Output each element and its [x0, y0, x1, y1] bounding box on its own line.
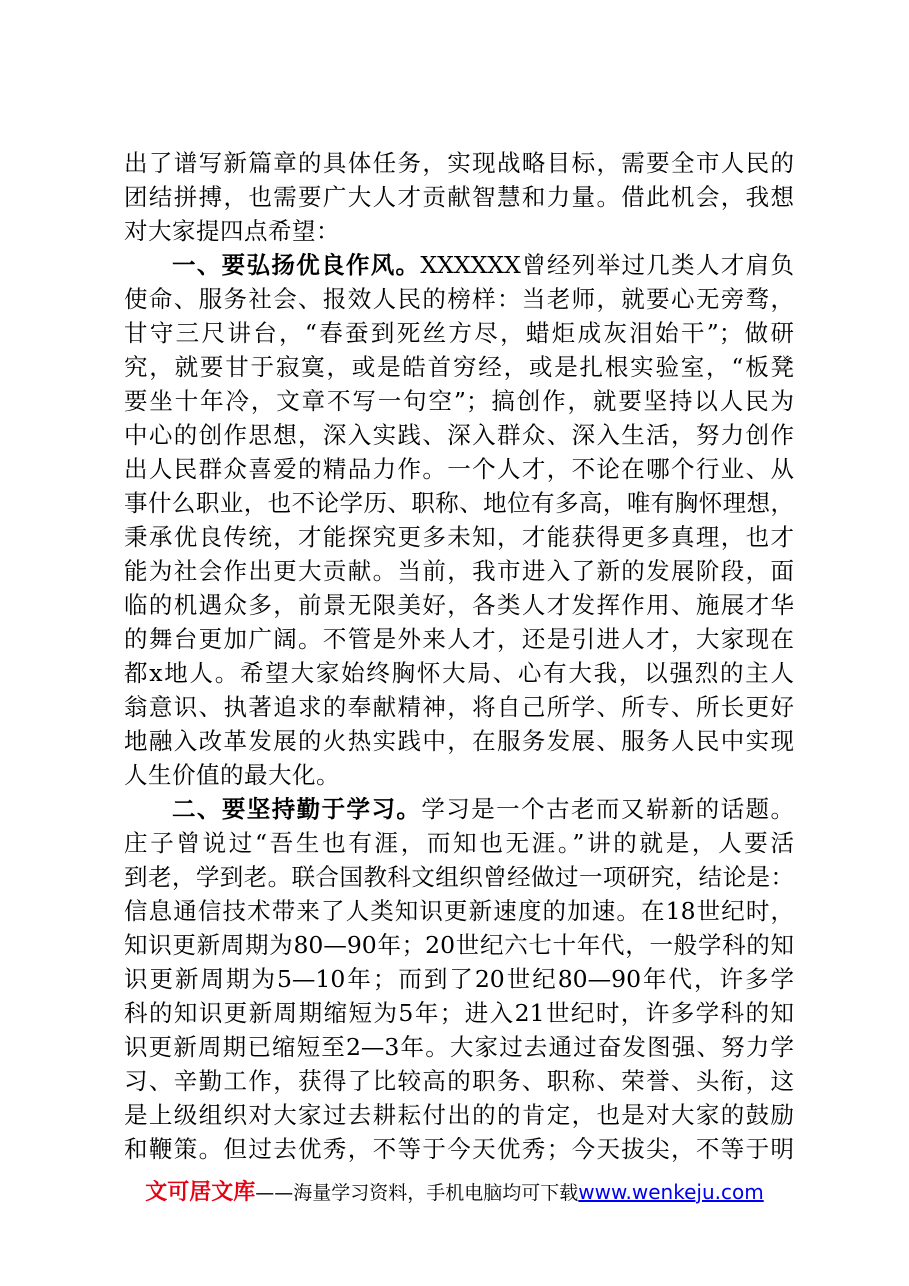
text-line [124, 1030, 794, 1064]
text-line [124, 214, 794, 248]
text-line [124, 1098, 794, 1132]
text-line [124, 1064, 794, 1098]
text-line [124, 282, 794, 316]
line-text: 都x地人。希望大家始终胸怀大局、心有大我，以强烈的主人 [124, 659, 794, 687]
footer-link[interactable]: www.wenkeju.com [578, 1180, 764, 1204]
line-text: 识更新周期为5—10年；而到了20世纪80—90年代，许多学 [124, 965, 794, 993]
text-line [124, 384, 794, 418]
line-text: 地融入改革发展的火热实践中，在服务发展、服务人民中实现 [124, 727, 794, 755]
text-line [124, 588, 794, 622]
text-line [124, 996, 794, 1030]
text-line [124, 962, 794, 996]
line-text: 究，就要甘于寂寞，或是皓首穷经，或是扎根实验室，“板凳 [124, 353, 794, 381]
text-line [124, 860, 794, 894]
line-text: 识更新周期已缩短至2—3年。大家过去通过奋发图强、努力学 [124, 1033, 794, 1061]
text-line [124, 554, 794, 588]
line-text: 出了谱写新篇章的具体任务，实现战略目标，需要全市人民的 [124, 149, 794, 177]
line-text: 对大家提四点希望： [124, 217, 340, 245]
text-line [124, 248, 794, 282]
line-text: 临的机遇众多，前景无限美好，各类人才发挥作用、施展才华 [124, 591, 794, 619]
line-text: 习、辛勤工作，获得了比较高的职务、职称、荣誉、头衔，这 [124, 1067, 794, 1095]
text-line [124, 180, 794, 214]
text-line [124, 520, 794, 554]
line-text: XXXXXX曾经列举过几类人才肩负 [420, 251, 794, 279]
text-line [124, 894, 794, 928]
line-text: 事什么职业，也不论学历、职称、地位有多高，唯有胸怀理想， [124, 489, 794, 517]
text-line [124, 792, 794, 826]
line-text: 的舞台更加广阔。不管是外来人才，还是引进人才，大家现在 [124, 625, 794, 653]
text-line [124, 418, 794, 452]
line-text: 使命、服务社会、报效人民的榜样：当老师，就要心无旁骛， [124, 285, 794, 313]
line-text: 甘守三尺讲台，“春蚕到死丝方尽，蜡炬成灰泪始干”；做研 [124, 319, 794, 347]
line-text: 中心的创作思想，深入实践、深入群众、深入生活，努力创作 [124, 421, 794, 449]
text-line [124, 146, 794, 180]
text-line [124, 690, 794, 724]
text-line [124, 928, 794, 962]
text-line [124, 316, 794, 350]
line-text: 到老，学到老。联合国教科文组织曾经做过一项研究，结论是： [124, 863, 794, 891]
line-text: 信息通信技术带来了人类知识更新速度的加速。在18世纪时， [124, 897, 794, 925]
footer-description: ——海量学习资料，手机电脑均可下载 [255, 1182, 579, 1204]
text-line [124, 758, 794, 792]
line-text: 团结拼搏，也需要广大人才贡献智慧和力量。借此机会，我想 [124, 183, 794, 211]
text-line [124, 350, 794, 384]
line-text: 人生价值的最大化。 [124, 761, 340, 789]
text-line [124, 452, 794, 486]
line-text: 是上级组织对大家过去耕耘付出的的肯定，也是对大家的鼓励 [124, 1101, 794, 1129]
line-text: 秉承优良传统，才能探究更多未知，才能获得更多真理，也才 [124, 523, 794, 551]
text-line [124, 656, 794, 690]
text-line [124, 622, 794, 656]
line-text: 能为社会作出更大贡献。当前，我市进入了新的发展阶段，面 [124, 557, 794, 585]
line-text: 学习是一个古老而又崭新的话题。 [421, 795, 794, 823]
section-heading: 一、要弘扬优良作风。 [172, 251, 421, 279]
text-line [124, 826, 794, 860]
line-text: 科的知识更新周期缩短为5年；进入21世纪时，许多学科的知 [124, 999, 794, 1027]
line-text: 和鞭策。但过去优秀，不等于今天优秀；今天拔尖，不等于明 [124, 1135, 794, 1163]
line-text: 庄子曾说过“吾生也有涯，而知也无涯。”讲的就是，人要活 [124, 829, 794, 857]
line-text: 出人民群众喜爱的精品力作。一个人才，不论在哪个行业、从 [124, 455, 794, 483]
document-body [124, 146, 794, 1166]
footer-brand: 文可居文库 [145, 1180, 256, 1205]
section-heading: 二、要坚持勤于学习。 [172, 795, 422, 823]
text-line [124, 486, 794, 520]
line-text: 要坐十年冷，文章不写一句空”；搞创作，就要坚持以人民为 [124, 387, 794, 415]
line-text: 知识更新周期为80—90年；20世纪六七十年代，一般学科的知 [124, 931, 794, 959]
text-line [124, 724, 794, 758]
text-line [124, 1132, 794, 1166]
line-text: 翁意识、执著追求的奉献精神，将自己所学、所专、所长更好 [124, 693, 794, 721]
footer-banner [0, 1175, 909, 1206]
